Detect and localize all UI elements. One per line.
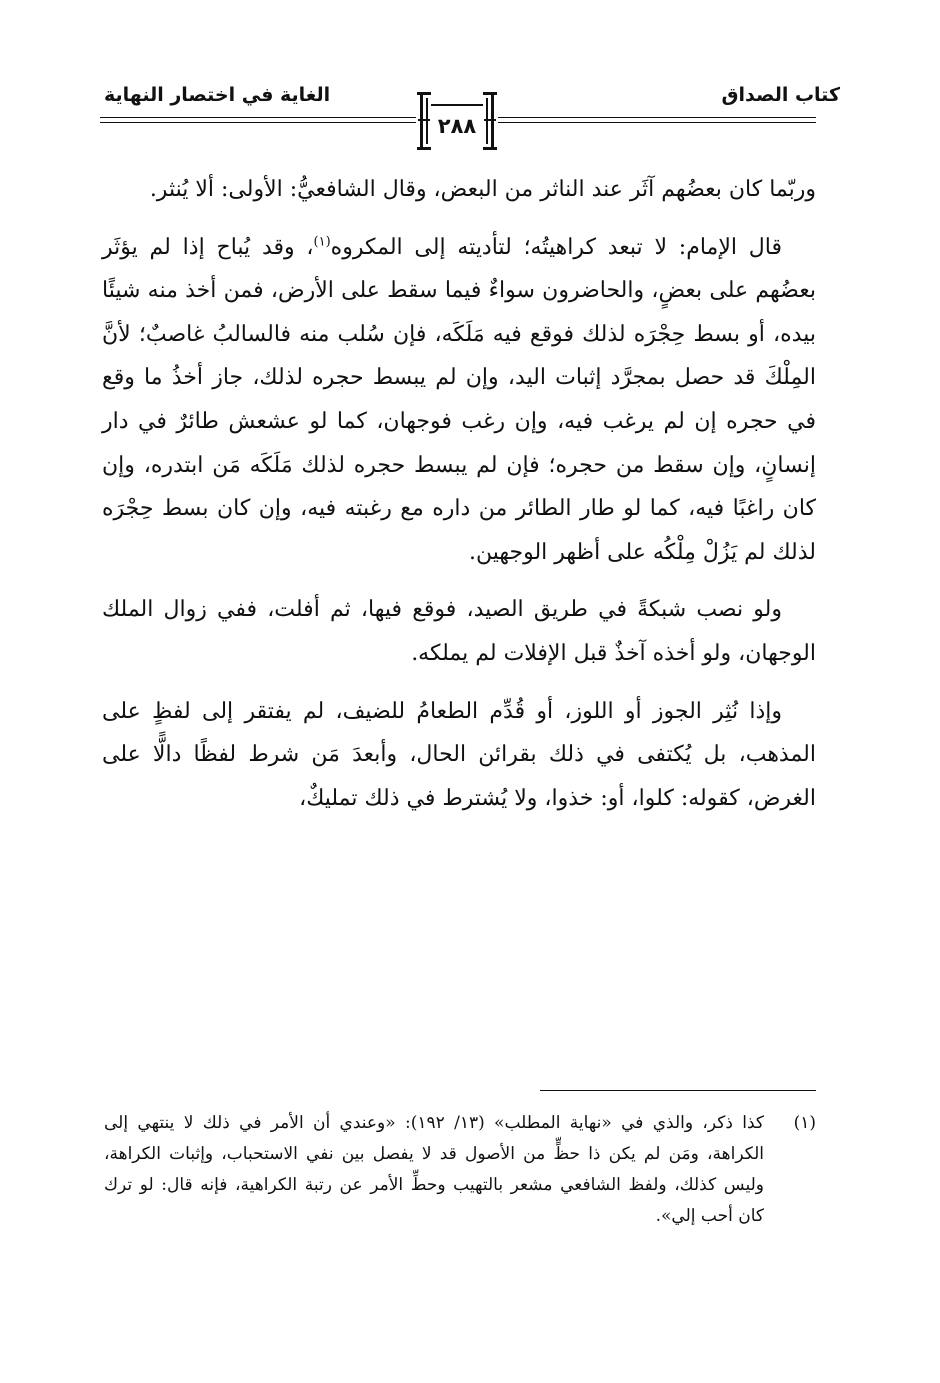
footnote-ref[interactable]: (١)	[313, 234, 331, 250]
paragraph-text: ، وقد يُباح إذا لم يؤثَر بعضُهم على بعضٍ، والحاضرون سواءٌ فيما سقط على الأرض، فمن أخذ منه شيئًا بيده، أو بسط حِجْرَه لذلك فوقع فيه مَلَكَه، فإن سُلب منه فالسالبُ غاصبٌ؛ لأنَّ المِلْكَ قد حصل بمجرَّد إثبات اليد، وإن لم يبسط حجره لذلك، جاز أخذُ ما وقع في حجره إن لم يرغب فيه، وإن رغب فوجهان، كما لو عشعش طائرٌ في دار إنسانٍ، وإن سقط من حجره؛ فإن لم يبسط حجره لذلك مَلَكَه مَن ابتدره، وإن كان راغبًا فيه، كما لو طار الطائر من داره مع رغبته فيه، وإن كان بسط حِجْرَه لذلك لم يَزُلْ مِلْكُه على أظهر الوجهين.	[102, 234, 816, 565]
paragraph	[102, 226, 816, 575]
page-number-frame	[416, 92, 498, 150]
paragraph: وربّما كان بعضُهم آثَر عند الناثر من البعض، وقال الشافعيُّ: الأولى: ألا يُنثر.	[149, 177, 816, 202]
main-text	[102, 168, 816, 834]
footnote	[104, 1108, 816, 1232]
header-rule	[100, 117, 416, 118]
footnote-number: (١)	[793, 1113, 816, 1133]
paragraph: ولو نصب شبكةً في طريق الصيد، فوقع فيها، ثم أفلت، ففي زوال الملك الوجهان، ولو أخذه آخذٌ قبل الإفلات لم يملكه.	[102, 597, 816, 666]
paragraph: وإذا نُثِر الجوز أو اللوز، أو قُدِّم الطعامُ للضيف، لم يفتقر إلى لفظٍ على المذهب، بل يُكتفى في ذلك بقرائن الحال، وأبعدَ مَن شرط لفظًا دالًّا على الغرض، كقوله: كلوا، أو: خذوا، ولا يُشترط في ذلك تمليكٌ،	[102, 698, 816, 811]
header-rule	[498, 122, 816, 123]
footnote-text: كذا ذكر، والذي في «نهاية المطلب» (١٣/ ١٩٢): «وعندي أن الأمر في ذلك لا ينتهي إلى الكراهة، ومَن لم يكن ذا حظٍّ من الأصول قد لا يفصل بين نفي الاستحباب، وإثبات الكراهة، وليس كذلك، ولفظ الشافعي مشعر بالتهيب وحطِّ الأمر عن رتبة الكراهية، فإنه قال: لو ترك كان أحب إلي».	[104, 1113, 764, 1226]
paragraph-text: قال الإمام: لا تبعد كراهيتُه؛ لتأديته إلى المكروه	[330, 234, 782, 260]
book-title: الغاية في اختصار النهاية	[104, 84, 331, 106]
header-rule	[100, 122, 416, 123]
header-rule	[498, 117, 816, 118]
footnote-rule	[540, 1090, 816, 1091]
page-number: ٢٨٨	[437, 114, 477, 138]
chapter-title: كتاب الصداق	[721, 84, 840, 106]
